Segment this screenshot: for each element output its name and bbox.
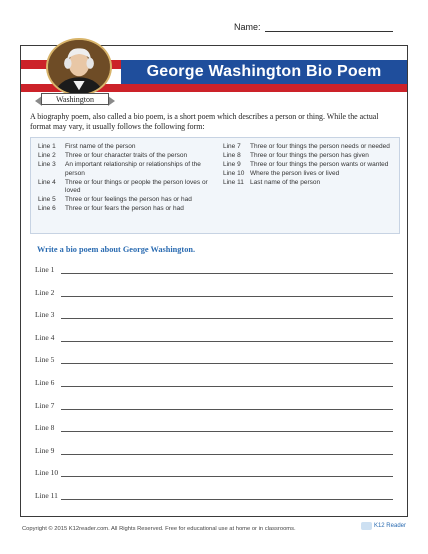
structure-line-number: Line 10 (223, 169, 245, 177)
writing-line-rule[interactable] (61, 425, 393, 432)
writing-line-rule[interactable] (61, 267, 393, 274)
washington-portrait-icon (46, 38, 112, 96)
writing-line-label: Line 5 (35, 355, 55, 365)
structure-line-description: An important relationship or relationships of the person (65, 160, 201, 177)
structure-line-description: Three or four things the person needs or needed (250, 143, 390, 150)
writing-line-label: Line 8 (35, 423, 55, 433)
structure-row (38, 205, 220, 214)
structure-line-number: Line 6 (38, 205, 56, 213)
copyright-footer: Copyright © 2015 K12reader.com. All Rights Reserved. Free for educational use at home or in classrooms. (22, 526, 296, 532)
writing-line-rule[interactable] (61, 448, 393, 455)
writing-line[interactable] (35, 423, 393, 432)
portrait-ribbon (35, 93, 115, 106)
structure-line-description: Three or four things or people the person loves or loved (65, 178, 208, 195)
writing-line[interactable] (35, 378, 393, 387)
writing-line[interactable] (35, 310, 393, 319)
structure-row (223, 143, 398, 152)
structure-row (223, 170, 398, 179)
structure-line-description: Three or four fears the person has or had (65, 205, 184, 213)
structure-line-description: Three or four things the person wants or wanted (250, 160, 389, 168)
structure-line-number: Line 1 (38, 143, 56, 150)
name-label: Name: (234, 22, 261, 32)
writing-line-label: Line 3 (35, 310, 55, 320)
name-field-row (234, 22, 393, 32)
writing-line[interactable] (35, 355, 393, 364)
writing-line[interactable] (35, 446, 393, 455)
writing-line-label: Line 1 (35, 265, 55, 274)
structure-column-left (38, 143, 220, 214)
writing-line-label: Line 11 (35, 491, 58, 500)
writing-line[interactable] (35, 265, 393, 274)
writing-line-label: Line 9 (35, 445, 55, 455)
logo-mark (361, 522, 372, 530)
structure-line-number: Line 7 (223, 143, 241, 150)
writing-line-rule[interactable] (61, 335, 393, 342)
structure-row (223, 179, 398, 188)
structure-row (38, 143, 220, 152)
writing-prompt: Write a bio poem about George Washington. (37, 245, 196, 254)
structure-line-number: Line 9 (223, 160, 241, 168)
writing-line[interactable] (35, 288, 393, 297)
writing-line[interactable] (35, 491, 393, 500)
structure-line-number: Line 2 (38, 151, 56, 159)
writing-line[interactable] (35, 401, 393, 410)
writing-line-rule[interactable] (61, 403, 393, 410)
writing-line-rule[interactable] (61, 290, 393, 297)
writing-line-label: Line 6 (35, 378, 55, 387)
writing-line[interactable] (35, 468, 393, 477)
structure-line-number: Line 11 (223, 178, 244, 186)
structure-row (223, 152, 398, 161)
writing-line-rule[interactable] (61, 493, 393, 500)
structure-line-number: Line 5 (38, 196, 56, 204)
name-input-line[interactable] (265, 23, 393, 32)
writing-line-rule[interactable] (61, 470, 393, 477)
structure-row (38, 161, 220, 178)
writing-line-label: Line 4 (35, 332, 55, 342)
writing-line-rule[interactable] (61, 357, 393, 364)
portrait-label: Washington (41, 93, 109, 105)
structure-line-description: Three or four feelings the person has or had (65, 196, 192, 204)
writing-line-rule[interactable] (61, 380, 393, 387)
structure-row (38, 196, 220, 205)
worksheet-frame (20, 45, 408, 517)
page-title: George Washington Bio Poem (146, 63, 382, 80)
structure-row (223, 161, 398, 170)
structure-line-number: Line 3 (38, 160, 56, 168)
writing-line-rule[interactable] (61, 312, 393, 319)
logo-text: K12 Reader (373, 523, 406, 529)
writing-line-label: Line 7 (35, 400, 55, 410)
writing-line[interactable] (35, 333, 393, 342)
structure-line-description: Three or four things the person has given (250, 151, 369, 159)
writing-line-label: Line 10 (35, 468, 59, 478)
k12reader-logo-icon (361, 522, 406, 530)
structure-line-description: Three or four character traits of the person (65, 151, 188, 159)
writing-line-label: Line 2 (35, 287, 55, 297)
structure-column-right (223, 143, 398, 188)
intro-text: A biography poem, also called a bio poem, is a short poem which describes a person or thing. While the actual format may vary, it usually follows the following form: (30, 112, 379, 131)
structure-line-description: First name of the person (65, 143, 136, 150)
structure-row (38, 152, 220, 161)
structure-line-description: Last name of the person (250, 178, 321, 186)
bio-poem-structure-box (30, 137, 400, 234)
structure-line-description: Where the person lives or lived (250, 169, 340, 177)
structure-line-number: Line 4 (38, 178, 56, 186)
structure-line-number: Line 8 (223, 151, 241, 159)
structure-row (38, 179, 220, 196)
